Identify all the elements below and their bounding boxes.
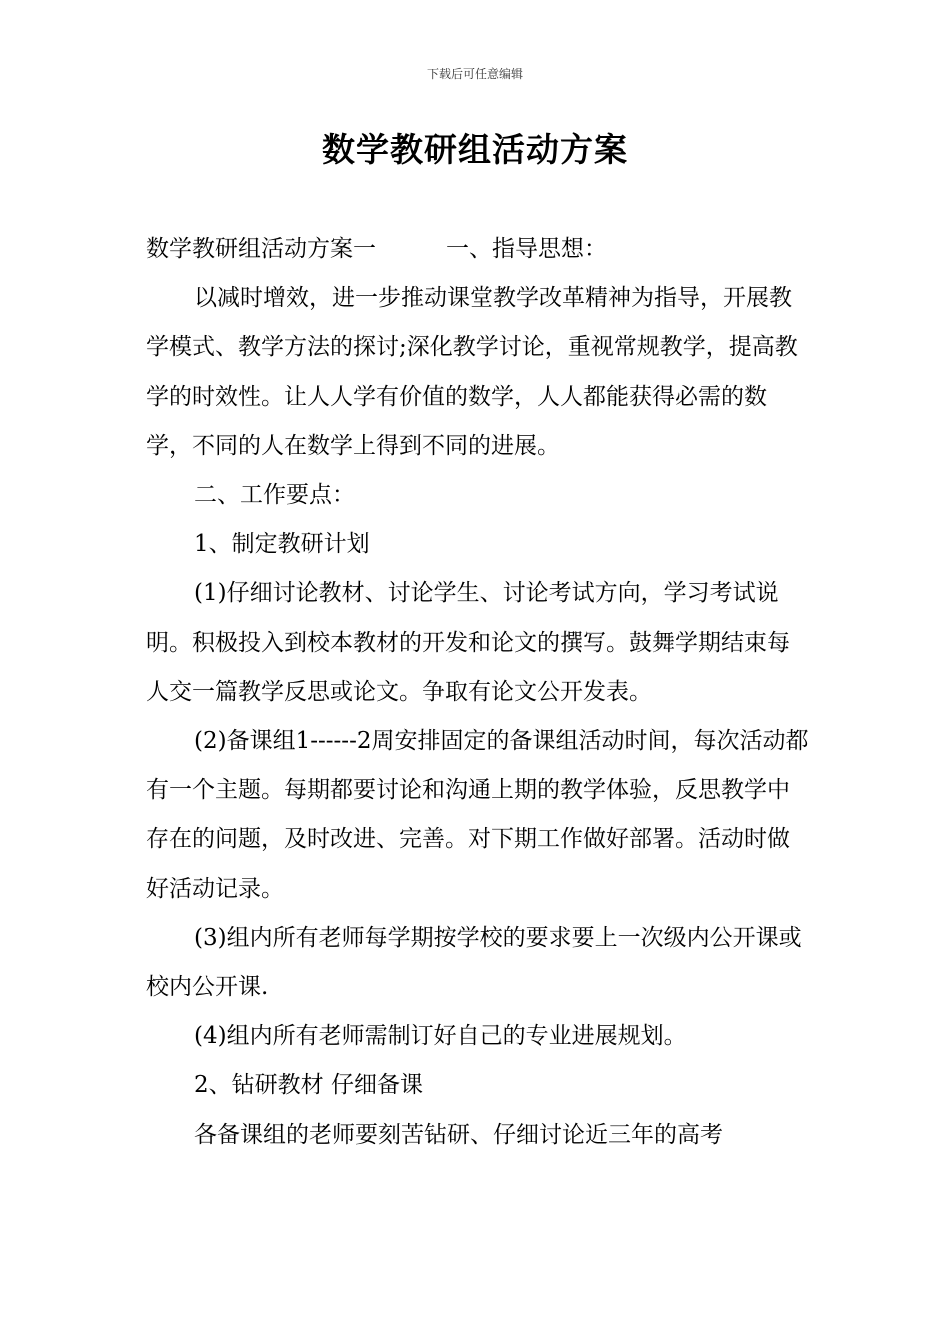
paragraph-guiding-idea: 以减时增效，进一步推动课堂教学改革精神为指导，开展教学模式、教学方法的探讨;深化教学讨论，重视常规教学，提高教学的时效性。让人人学有价值的数学，人人都能获得必需的数学，不同的人在数学上得到不同的进展。 <box>146 285 798 459</box>
paragraph-item-1: (1)仔细讨论教材、讨论学生、讨论考试方向，学习考试说明。积极投入到校本教材的开发和论文的撰写。鼓舞学期结束每人交一篇教学反思或论文。争取有论文公开发表。 <box>146 580 790 705</box>
paragraph-item-4: (4)组内所有老师需制订好自己的专业进展规划。 <box>194 1023 687 1050</box>
lead-line <box>146 225 810 274</box>
heading-work-points: 二、工作要点： <box>194 482 355 509</box>
lead-label: 数学教研组活动方案一 <box>146 236 376 262</box>
header-note: 下载后可任意编辑 <box>426 67 523 81</box>
document-title: 数学教研组活动方案 <box>322 130 628 169</box>
document-body <box>146 225 810 1160</box>
heading-study-materials: 2、钻研教材 仔细备课 <box>194 1072 423 1099</box>
paragraph-item-3: (3)组内所有老师每学期按学校的要求要上一次级内公开课或校内公开课. <box>146 924 802 1001</box>
lead-heading: 一、指导思想： <box>446 236 607 262</box>
paragraph-item-2: (2)备课组1------2周安排固定的备课组活动时间，每次活动都有一个主题。每期都要讨论和沟通上期的教学体验，反思教学中存在的问题，及时改进、完善。对下期工作做好部署。活动时做好活动记录。 <box>146 728 809 902</box>
heading-research-plan: 1、制定教研计划 <box>194 531 370 558</box>
paragraph-lesson-groups: 各备课组的老师要刻苦钻研、仔细讨论近三年的高考 <box>194 1121 723 1148</box>
